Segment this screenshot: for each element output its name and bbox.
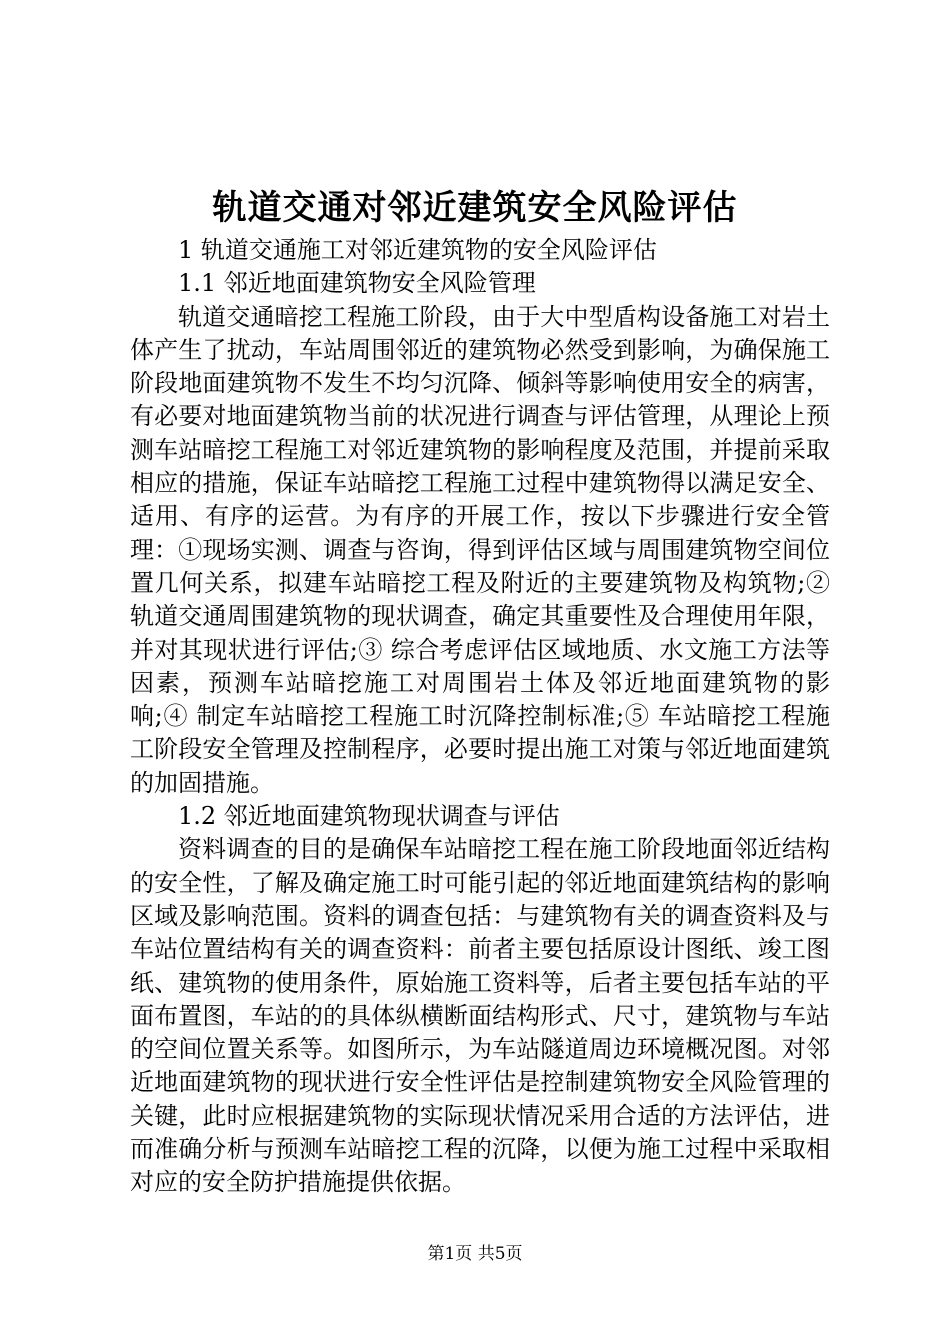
section-heading-1-1: 1.1 邻近地面建筑物安全风险管理 bbox=[178, 269, 536, 298]
section-heading-1: 1 轨道交通施工对邻近建筑物的安全风险评估 bbox=[178, 236, 657, 264]
document-title: 轨道交通对邻近建筑安全风险评估 bbox=[212, 188, 738, 228]
document-body bbox=[130, 234, 830, 1200]
page-footer: 第1页 共5页 bbox=[427, 1244, 523, 1264]
body-paragraph-2: 资料调查的目的是确保车站暗挖工程在施工阶段地面邻近结构的安全性，了解及确定施工时可能引起的邻近地面建筑结构的影响区域及影响范围。资料的调查包括：与建筑物有关的调查资料及与车站位置结构有关的调查资料：前者主要包括原设计图纸、竣工图纸、建筑物的使用条件，原始施工资料等，后者主要包括车站的平面布置图，车站的的具体纵横断面结构形式、尺寸，建筑物与车站的空间位置关系等。如图所示，为车站隧道周边环境概况图。对邻近地面建筑物的现状进行安全性评估是控制建筑物安全风险管理的关键，此时应根据建筑物的实际现状情况采用合适的方法评估，进而准确分析与预测车站暗挖工程的沉降，以便为施工过程中采取相对应的安全防护措施提供依据。 bbox=[130, 835, 830, 1197]
section-heading-1-2: 1.2 邻近地面建筑物现状调查与评估 bbox=[178, 802, 560, 831]
body-paragraph-1: 轨道交通暗挖工程施工阶段，由于大中型盾构设备施工对岩土体产生了扰动，车站周围邻近的建筑物必然受到影响，为确保施工阶段地面建筑物不发生不均匀沉降、倾斜等影响使用安全的病害，有必要对地面建筑物当前的状况进行调查与评估管理，从理论上预测车站暗挖工程施工对邻近建筑物的影响程度及范围，并提前采取相应的措施，保证车站暗挖工程施工过程中建筑物得以满足安全、适用、有序的运营。为有序的开展工作，按以下步骤进行安全管理：①现场实测、调查与咨询，得到评估区域与周围建筑物空间位置几何关系，拟建车站暗挖工程及附近的主要建筑物及构筑物;② 轨道交通周围建筑物的现状调查，确定其重要性及合理使用年限，并对其现状进行评估;③ 综合考虑评估区域地质、水文施工方法等因素，预测车站暗挖施工对周围岩土体及邻近地面建筑物的影响;④ 制定车站暗挖工程施工时沉降控制标准;⑤ 车站暗挖工程施工阶段安全管理及控制程序，必要时提出施工对策与邻近地面建筑的加固措施。 bbox=[130, 302, 830, 797]
